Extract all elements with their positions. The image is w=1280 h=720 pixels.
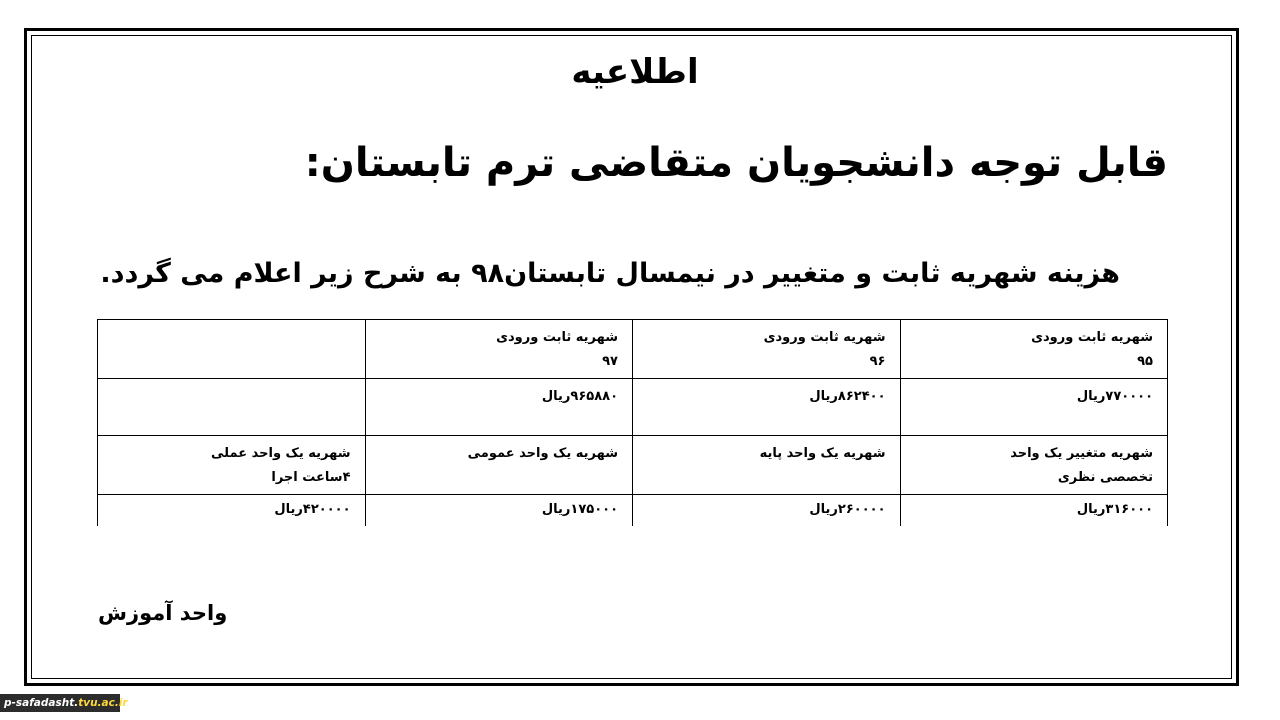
table-cell <box>365 320 633 379</box>
watermark-prefix: p-safadasht. <box>4 697 79 709</box>
site-watermark <box>0 694 128 712</box>
table-cell <box>900 436 1168 495</box>
table-row <box>98 495 1168 527</box>
cell-label: شهریه ثابت ورودی <box>496 330 618 345</box>
cell-label: شهریه ثابت ورودی <box>763 330 886 345</box>
table-row <box>98 379 1168 436</box>
table-cell <box>633 436 901 495</box>
table-cell: ۷۷۰۰۰۰ریال <box>900 379 1168 436</box>
table-cell <box>98 320 366 379</box>
table-row <box>98 320 1168 379</box>
notice-subheading: هزینه شهریه ثابت و متغییر در نیمسال تابستان۹۸ به شرح زیر اعلام می گردد. <box>100 258 1120 289</box>
cell-label: ۴ساعت اجرا <box>271 470 351 485</box>
table-cell <box>633 320 901 379</box>
cell-label: شهریه یک واحد عمومی <box>467 446 618 461</box>
notice-heading: قابل توجه دانشجویان متقاضی ترم تابستان: <box>304 140 1168 186</box>
cell-label: ۹۵ <box>1137 354 1153 369</box>
table-cell: ۲۶۰۰۰۰ریال <box>633 495 901 527</box>
cell-label: ۹۶ <box>869 354 886 369</box>
cell-label: تخصصی نظری <box>1057 470 1153 485</box>
table-cell: ۹۶۵۸۸۰ریال <box>365 379 633 436</box>
cell-label: شهریه یک واحد عملی <box>211 446 351 461</box>
table-cell: ۱۷۵۰۰۰ریال <box>365 495 633 527</box>
table-row <box>98 436 1168 495</box>
notice-title: اطلاعیه <box>571 52 699 92</box>
table-cell <box>98 379 366 436</box>
table-cell <box>900 320 1168 379</box>
table-cell: ۴۲۰۰۰۰ریال <box>98 495 366 527</box>
cell-label: ۹۷ <box>602 354 618 369</box>
signature-unit: واحد آموزش <box>98 601 228 625</box>
table-cell: ۸۶۲۴۰۰ریال <box>633 379 901 436</box>
tuition-table <box>97 319 1168 526</box>
cell-label: شهریه یک واحد پایه <box>759 446 886 461</box>
watermark-domain: tvu.ac.ir <box>78 697 128 709</box>
cell-label: شهریه متغییر یک واحد <box>1010 446 1153 461</box>
cell-label: شهریه ثابت ورودی <box>1031 330 1153 345</box>
table-cell <box>98 436 366 495</box>
table-cell <box>365 436 633 495</box>
table-cell: ۳۱۶۰۰۰ریال <box>900 495 1168 527</box>
